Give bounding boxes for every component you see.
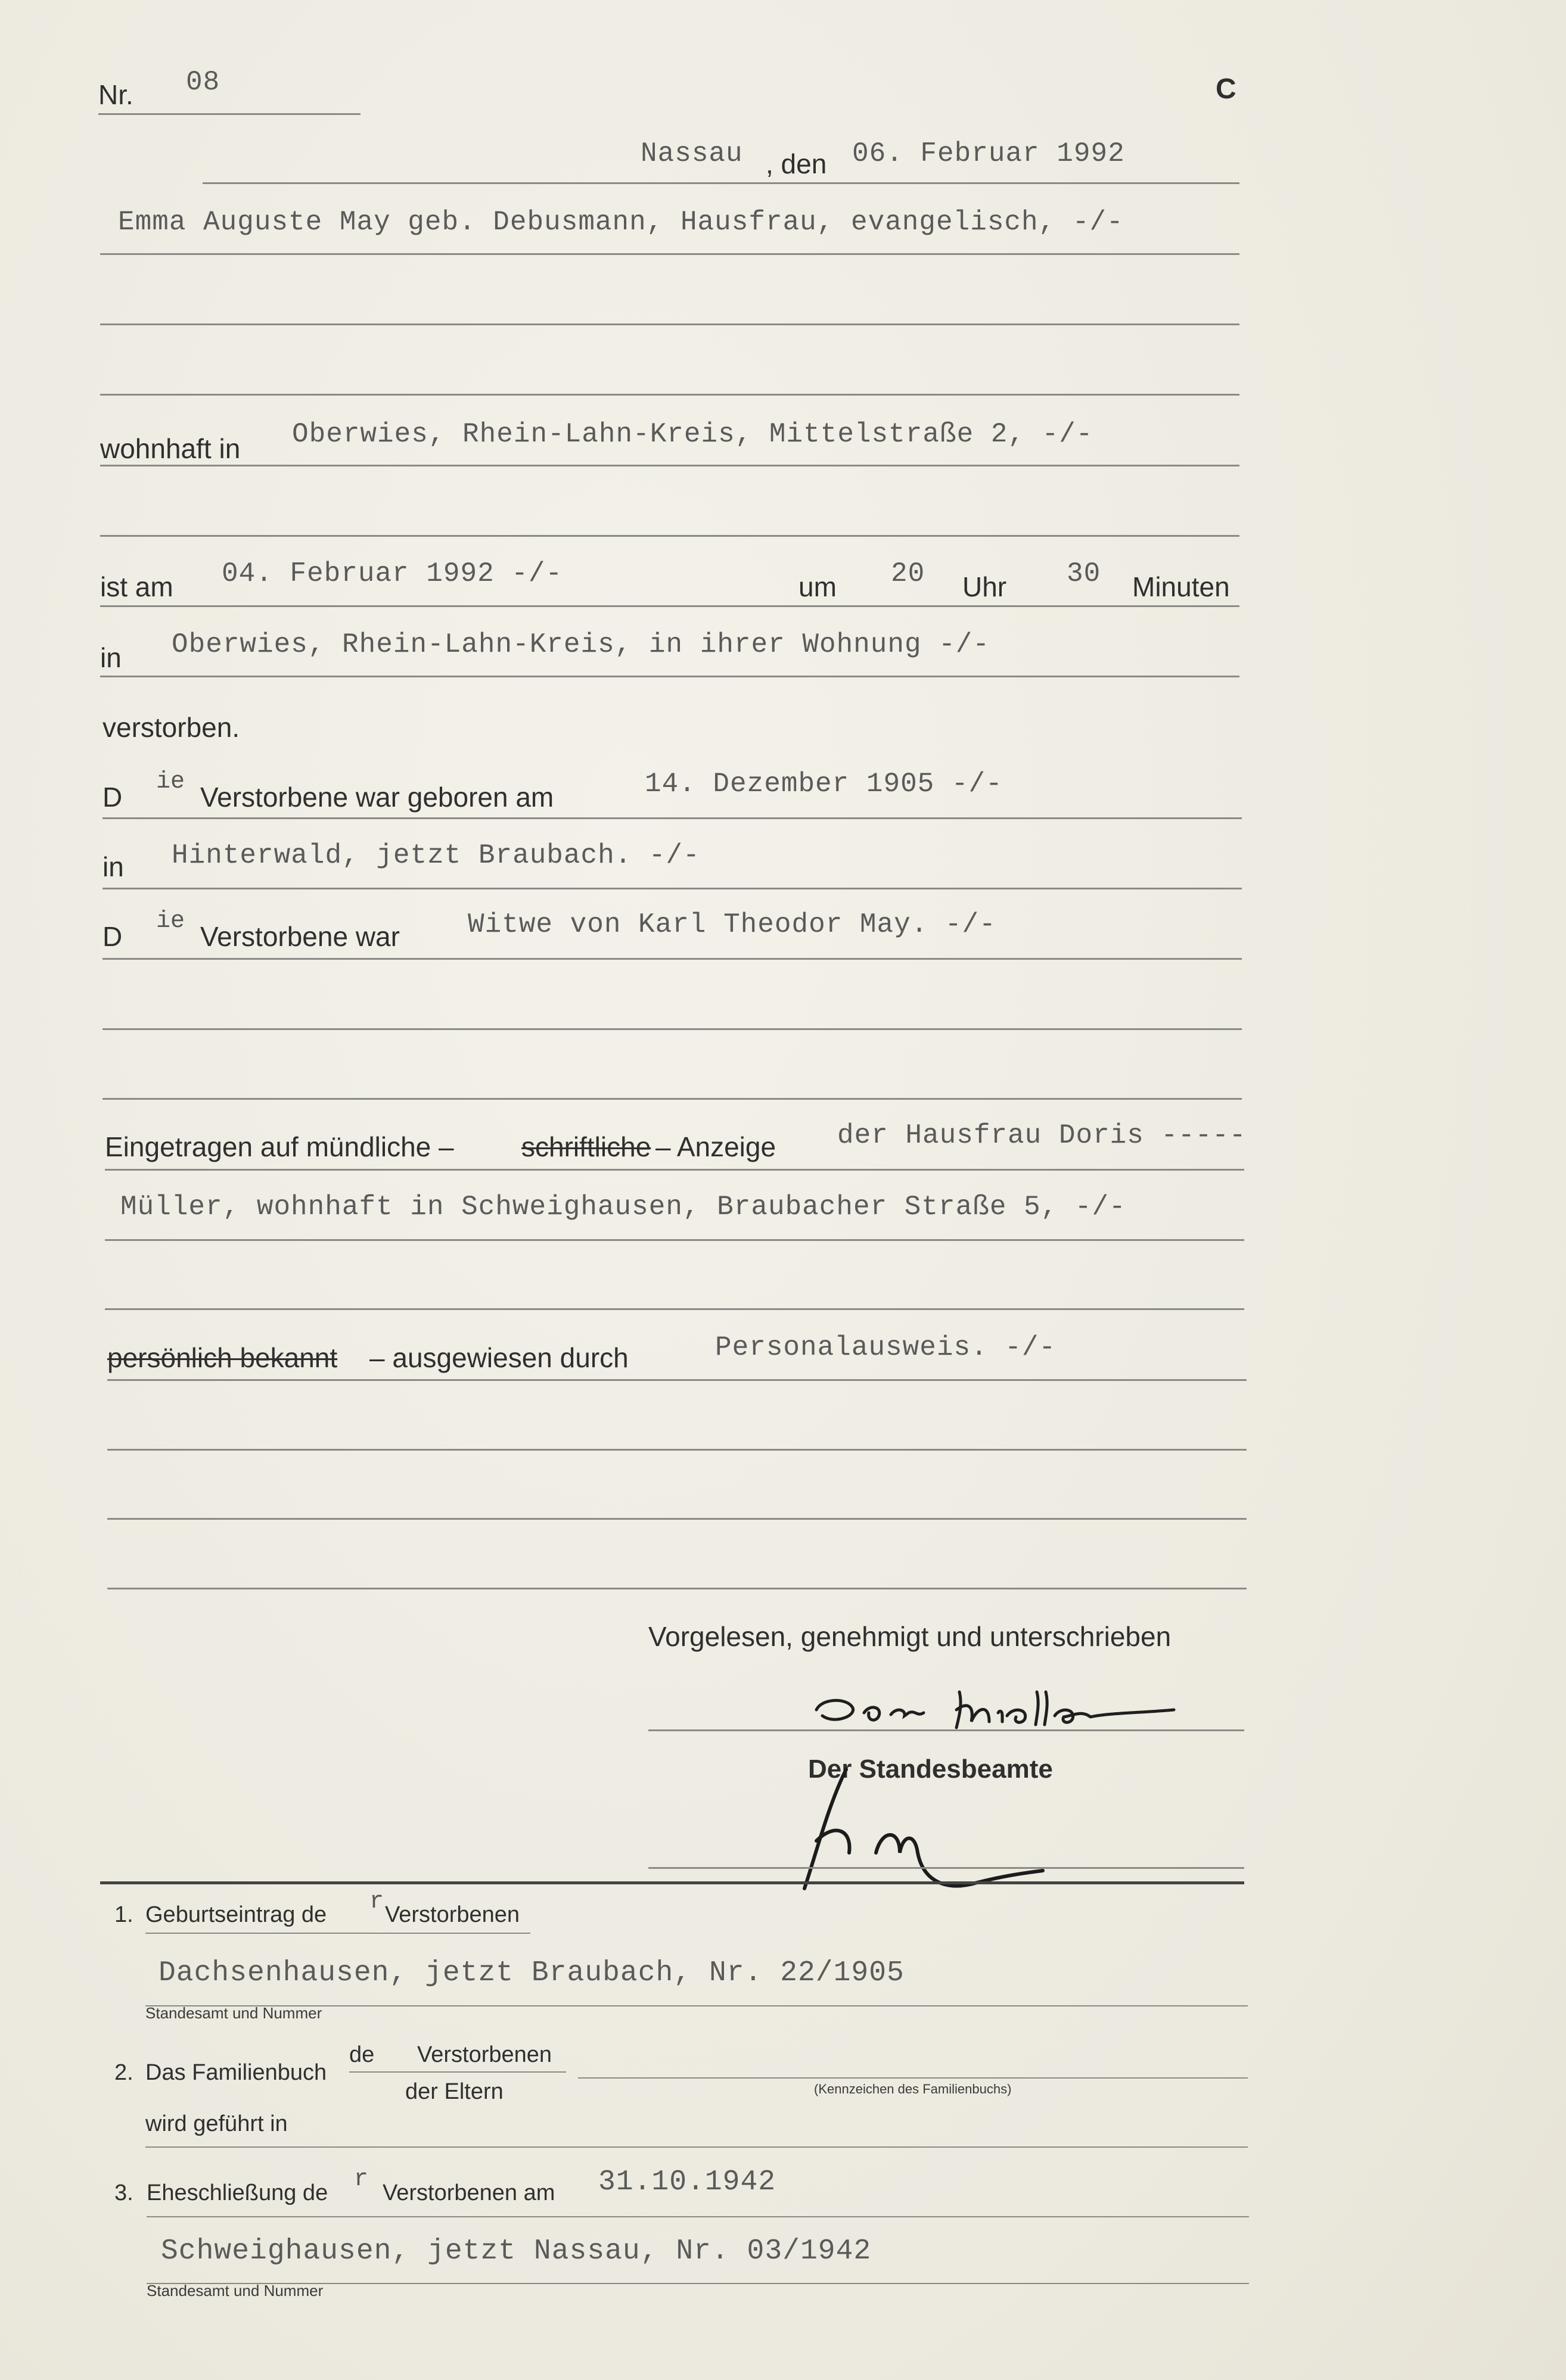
item3-caption: Standesamt und Nummer: [147, 2282, 324, 2300]
item2-option-deceased: Verstorbenen: [417, 2042, 552, 2067]
registration-label-a: Eingetragen auf mündliche –: [105, 1131, 454, 1162]
informant-signature: [810, 1680, 1180, 1746]
status-value: Witwe von Karl Theodor May. -/-: [468, 909, 996, 940]
known-label-b: – ausgewiesen durch: [369, 1342, 629, 1373]
death-place-value: Oberwies, Rhein-Lahn-Kreis, in ihrer Wohnung -/-: [172, 629, 990, 660]
birth-place-line: [102, 888, 1242, 889]
item3-value: Schweighausen, jetzt Nassau, Nr. 03/1942: [161, 2235, 872, 2267]
blank-line-7: [107, 1449, 1247, 1451]
blank-line-3: [100, 535, 1239, 537]
form-code: C: [1216, 73, 1236, 105]
minuten-label: Minuten: [1132, 571, 1230, 602]
item1-value: Dachsenhausen, jetzt Braubach, Nr. 22/1905: [159, 1957, 905, 1989]
informant-line: [105, 1239, 1244, 1241]
death-date-line: [100, 605, 1239, 607]
date-value: 06. Februar 1992: [852, 138, 1125, 169]
registrar-signature-line: [648, 1867, 1244, 1869]
verstorben-label: verstorben.: [102, 712, 240, 743]
blank-line-9: [107, 1588, 1247, 1589]
item3-label2: Verstorbenen am: [383, 2180, 555, 2205]
registration-label-b: schriftliche: [521, 1131, 651, 1162]
item2-label: Das Familienbuch: [145, 2060, 327, 2085]
informant-line-2: Müller, wohnhaft in Schweighausen, Braubacher Straße 5, -/-: [120, 1191, 1126, 1222]
item2-de: de: [349, 2042, 375, 2067]
item2-location-line: [145, 2146, 1248, 2148]
item1-caption: Standesamt und Nummer: [145, 2004, 322, 2022]
id-doc-line: [107, 1379, 1247, 1381]
item3-suffix: r: [354, 2166, 369, 2193]
registrar-signature: [793, 1763, 1067, 1894]
residence-value: Oberwies, Rhein-Lahn-Kreis, Mittelstraße 2, -/-: [292, 419, 1093, 450]
item2-fraction-line: [349, 2071, 566, 2073]
death-place-label: in: [100, 642, 122, 673]
birth-label: Verstorbene war geboren am: [200, 782, 554, 813]
status-ie-suffix: ie: [156, 908, 185, 935]
death-date-value: 04. Februar 1992 -/-: [222, 558, 563, 589]
uhr-label: Uhr: [962, 571, 1007, 602]
item1-label: Geburtseintrag de: [145, 1902, 327, 1927]
blank-line-4: [102, 1028, 1242, 1030]
item2-value-line: [578, 2077, 1248, 2079]
nr-line: [98, 113, 361, 115]
birth-date-line: [102, 817, 1242, 819]
registration-label-c: – Anzeige: [655, 1131, 776, 1162]
item3-number: 3.: [114, 2180, 133, 2205]
death-place-line: [100, 676, 1239, 677]
blank-line-6: [105, 1308, 1244, 1310]
item3-label: Eheschließung de: [147, 2180, 328, 2205]
birth-place-label: in: [102, 851, 124, 882]
blank-line-2: [100, 394, 1239, 396]
registrar-label: Der Standesbeamte: [808, 1754, 1053, 1784]
status-line: [102, 958, 1242, 960]
item1-suffix: r: [369, 1889, 384, 1915]
den-label: , den: [766, 148, 827, 179]
item1-number: 1.: [114, 1902, 133, 1927]
blank-line-5: [102, 1098, 1242, 1100]
birth-d-label: D: [102, 782, 123, 813]
um-label: um: [798, 571, 837, 602]
footer-divider: [100, 1881, 1244, 1884]
item3-date: 31.10.1942: [598, 2166, 776, 2198]
name-line: [100, 253, 1239, 255]
item2-caption: (Kennzeichen des Familienbuchs): [814, 2082, 1012, 2096]
birth-ie-suffix: ie: [156, 769, 185, 795]
blank-line-1: [100, 323, 1239, 325]
registration-line: [105, 1169, 1244, 1171]
item2-label2: wird geführt in: [145, 2111, 288, 2136]
informant-line-1: der Hausfrau Doris -----: [837, 1120, 1247, 1151]
status-d-label: D: [102, 921, 123, 952]
informant-signature-line: [648, 1729, 1244, 1731]
item2-number: 2.: [114, 2060, 133, 2085]
residence-line: [100, 465, 1239, 466]
approved-label: Vorgelesen, genehmigt und unterschrieben: [648, 1621, 1172, 1652]
item3-date-line: [147, 2216, 1249, 2217]
nr-value: 08: [186, 67, 220, 98]
date-line: [203, 182, 1239, 184]
minutes-value: 30: [1067, 558, 1101, 589]
residence-label: wohnhaft in: [100, 433, 241, 464]
item1-label2: Verstorbenen: [385, 1902, 520, 1927]
item1-label-line: [145, 1933, 530, 1934]
deceased-name: Emma Auguste May geb. Debusmann, Hausfrau, evangelisch, -/-: [118, 207, 1124, 238]
hour-value: 20: [891, 558, 925, 589]
blank-line-8: [107, 1518, 1247, 1520]
birth-date-value: 14. Dezember 1905 -/-: [645, 769, 1003, 799]
place-value: Nassau: [641, 138, 743, 169]
death-date-label: ist am: [100, 571, 173, 602]
id-doc-value: Personalausweis. -/-: [715, 1332, 1057, 1363]
nr-label: Nr.: [98, 79, 133, 110]
birth-place-value: Hinterwald, jetzt Braubach. -/-: [172, 840, 700, 871]
status-label: Verstorbene war: [200, 921, 400, 952]
item2-option-parents: der Eltern: [405, 2079, 504, 2104]
known-label-a: persönlich bekannt: [107, 1342, 338, 1373]
